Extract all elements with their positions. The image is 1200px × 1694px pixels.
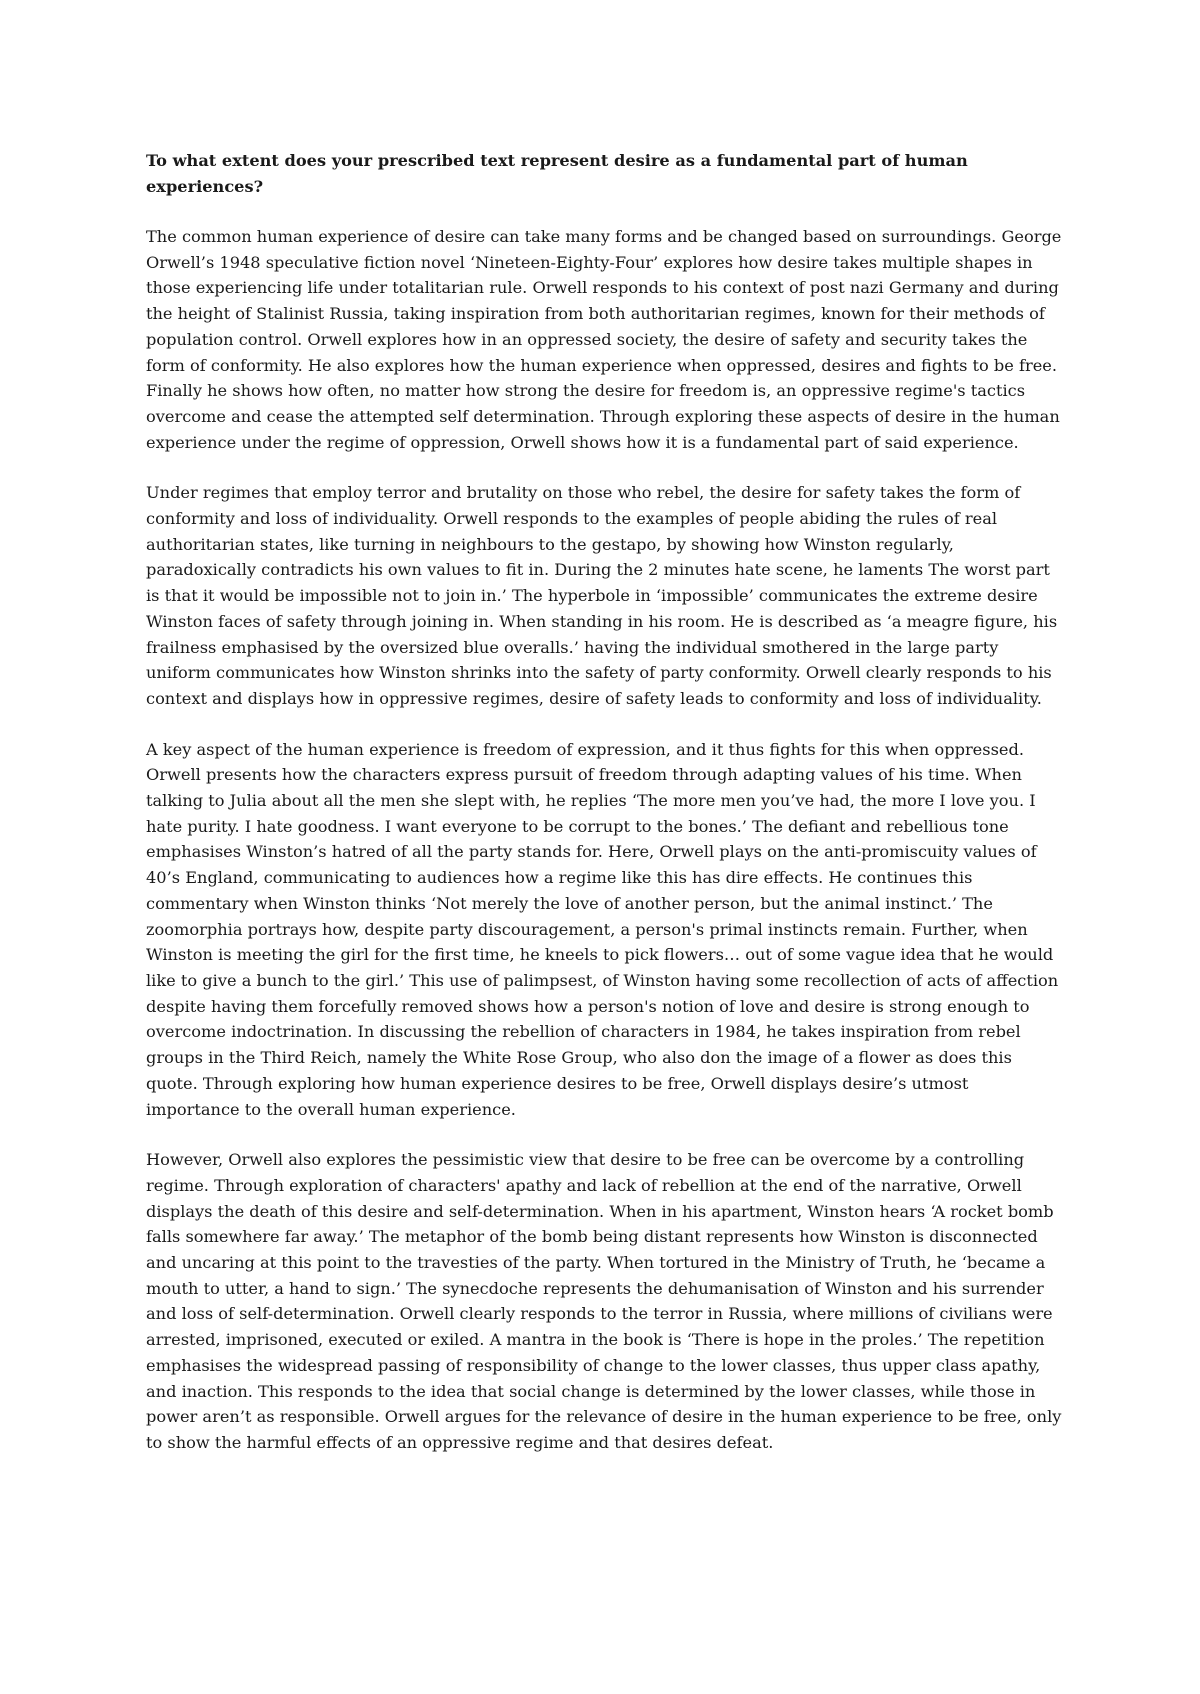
paragraph-introduction: The common human experience of desire can take many forms and be changed based on surroundings. George Orwell’s 1948 speculative fiction novel ‘Nineteen-Eighty-Four’ explores how desire takes multiple shapes in those experiencing life under totalitarian rule. Orwell responds to his context of post nazi Germany and during the height of Stalinist Russia, taking inspiration from both authoritarian regimes, known for their methods of population control. Orwell explores how in an oppressed society, the desire of safety and security takes the form of conformity. He also explores how the human experience when oppressed, desires and fights to be free. Finally he shows how often, no matter how strong the desire for freedom is, an oppressive regime's tactics overcome and cease the attempted self determination. Through exploring these aspects of desire in the human experience under the regime of oppression, Orwell shows how it is a fundamental part of said experience. (146, 227, 1062, 452)
paragraph-defeat: However, Orwell also explores the pessimistic view that desire to be free can be overcome by a controlling regime. Through exploration of characters' apathy and lack of rebellion at the end of the narrative, Orwell displays the death of this desire and self-determination. When in his apartment, Winston hears ‘A rocket bomb falls somewhere far away.’ The metaphor of the bomb being distant represents how Winston is disconnected and uncaring at this point to the travesties of the party. When tortured in the Ministry of Truth, he ‘became a mouth to utter, a hand to sign.’ The synecdoche represents the dehumanisation of Winston and his surrender and loss of self-determination. Orwell clearly responds to the terror in Russia, where millions of civilians were arrested, imprisoned, executed or exiled. A mantra in the book is ‘There is hope in the proles.’ The repetition emphasises the widespread passing of responsibility of change to the lower classes, thus upper class apathy, and inaction. This responds to the idea that social change is determined by the lower classes, while those in power aren’t as responsible. Orwell argues for the relevance of desire in the human experience to be free, only to show the harmful effects of an oppressive regime and that desires defeat. (146, 1150, 1062, 1452)
essay-question-heading: To what extent does your prescribed text represent desire as a fundamental part of human experiences? (146, 151, 968, 196)
paragraph-freedom: A key aspect of the human experience is freedom of expression, and it thus fights for this when oppressed. Orwell presents how the characters express pursuit of freedom through adapting values of his time. When talking to Julia about all the men she slept with, he replies ‘The more men you’ve had, the more I love you. I hate purity. I hate goodness. I want everyone to be corrupt to the bones.’ The defiant and rebellious tone emphasises Winston’s hatred of all the party stands for. Here, Orwell plays on the anti-promiscuity values of 40’s England, communicating to audiences how a regime like this has dire effects. He continues this commentary when Winston thinks ‘Not merely the love of another person, but the animal instinct.’ The zoomorphia portrays how, despite party discouragement, a person's primal instincts remain. Further, when Winston is meeting the girl for the first time, he kneels to pick flowers… out of some vague idea that he would like to give a bunch to the girl.’ This use of palimpsest, of Winston having some recollection of acts of affection despite having them forcefully removed shows how a person's notion of love and desire is strong enough to overcome indoctrination. In discussing the rebellion of characters in 1984, he takes inspiration from rebel groups in the Third Reich, namely the White Rose Group, who also don the image of a flower as does this quote. Through exploring how human experience desires to be free, Orwell displays desire’s utmost importance to the overall human experience. (146, 739, 1059, 1119)
paragraph-conformity: Under regimes that employ terror and brutality on those who rebel, the desire for safety takes the form of conformity and loss of individuality. Orwell responds to the examples of people abiding the rules of real authoritarian states, like turning in neighbours to the gestapo, by showing how Winston regularly, paradoxically contradicts his own values to fit in. During the 2 minutes hate scene, he laments The worst part is that it would be impossible not to join in.’ The hyperbole in ‘impossible’ communicates the extreme desire Winston faces of safety through joining in. When standing in his room. He is described as ‘a meagre figure, his frailness emphasised by the oversized blue overalls.’ having the individual smothered in the large party uniform communicates how Winston shrinks into the safety of party conformity. Orwell clearly responds to his context and displays how in oppressive regimes, desire of safety leads to conformity and loss of individuality. (146, 483, 1058, 708)
document-page (146, 148, 1066, 1481)
